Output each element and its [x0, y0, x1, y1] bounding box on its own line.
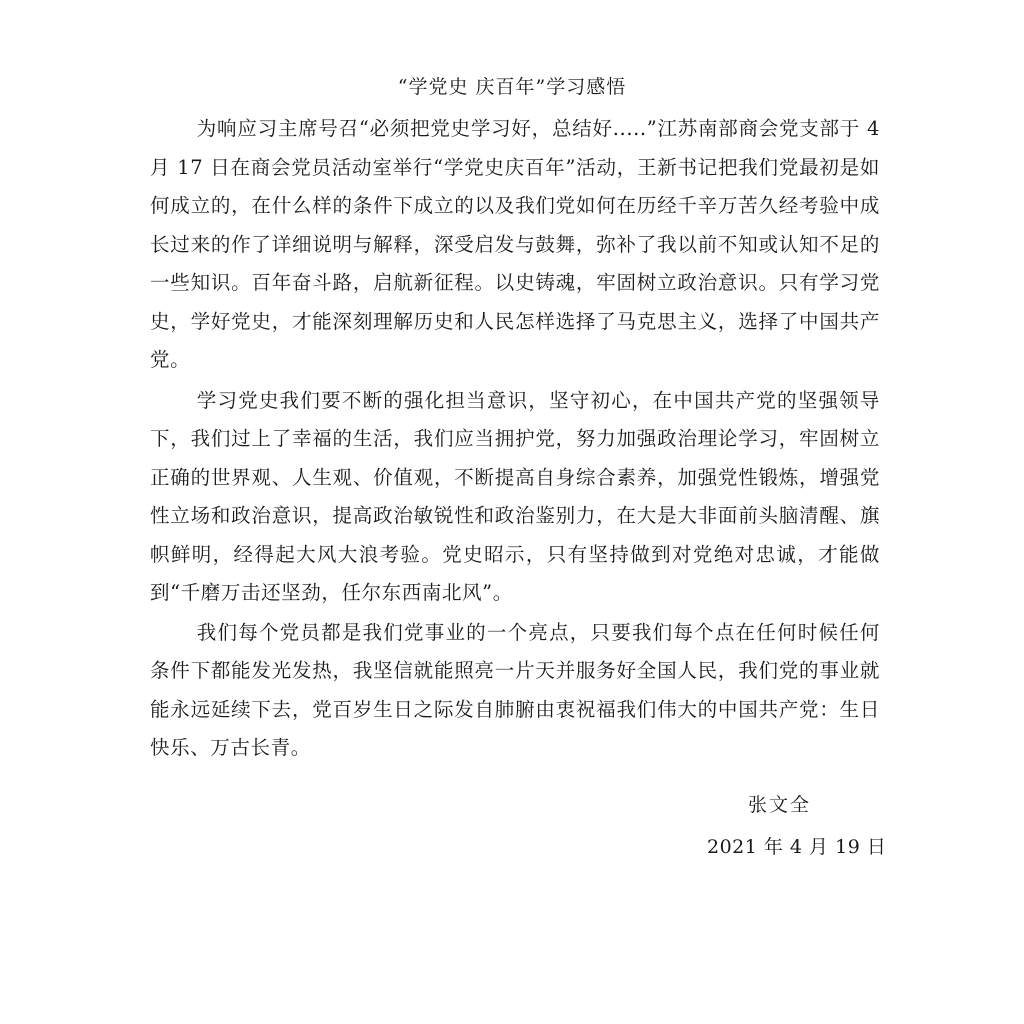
paragraph-2: 学习党史我们要不断的强化担当意识，坚守初心，在中国共产党的坚强领导下，我们过上了幸福的生活，我们应当拥护党，努力加强政治理论学习，牢固树立正确的世界观、人生观、价值观，不断提高自身综合素养，加强党性锻炼，增强党性立场和政治意识，提高政治敏锐性和政治鉴别力，在大是大非面前头脑清醒、旗帜鲜明，经得起大风大浪考验。党史昭示，只有坚持做到对党绝对忠诚，才能做到“千磨万击还坚劲，任尔东西南北风”。: [150, 388, 880, 604]
document-title: “学党史 庆百年”学习感悟: [397, 76, 627, 98]
author-signature: 张文全: [748, 794, 812, 816]
paragraph-3: 我们每个党员都是我们党事业的一个亮点，只要我们每个点在任何时候任何条件下都能发光发热，我坚信就能照亮一片天并服务好全国人民，我们党的事业就能永远延续下去，党百岁生日之际发自肺腑由衷祝福我们伟大的中国共产党：生日快乐、万古长青。: [150, 620, 880, 759]
document-body: [150, 110, 880, 768]
document-date: 2021 年 4 月 19 日: [707, 836, 887, 858]
paragraph-1: 为响应习主席号召“必须把党史学习好，总结好.....”江苏南部商会党支部于 4 月 17 日在商会党员活动室举行“学党史庆百年”活动，王新书记把我们党最初是如何成立的，在什么样的条件下成立的以及我们党如何在历经千辛万苦久经考验中成长过来的作了详细说明与解释，深受启发与鼓舞，弥补了我以前不知或认知不足的一些知识。百年奋斗路，启航新征程。以史铸魂，牢固树立政治意识。只有学习党史，学好党史，才能深刻理解历史和人民怎样选择了马克思主义，选择了中国共产党。: [150, 117, 880, 371]
